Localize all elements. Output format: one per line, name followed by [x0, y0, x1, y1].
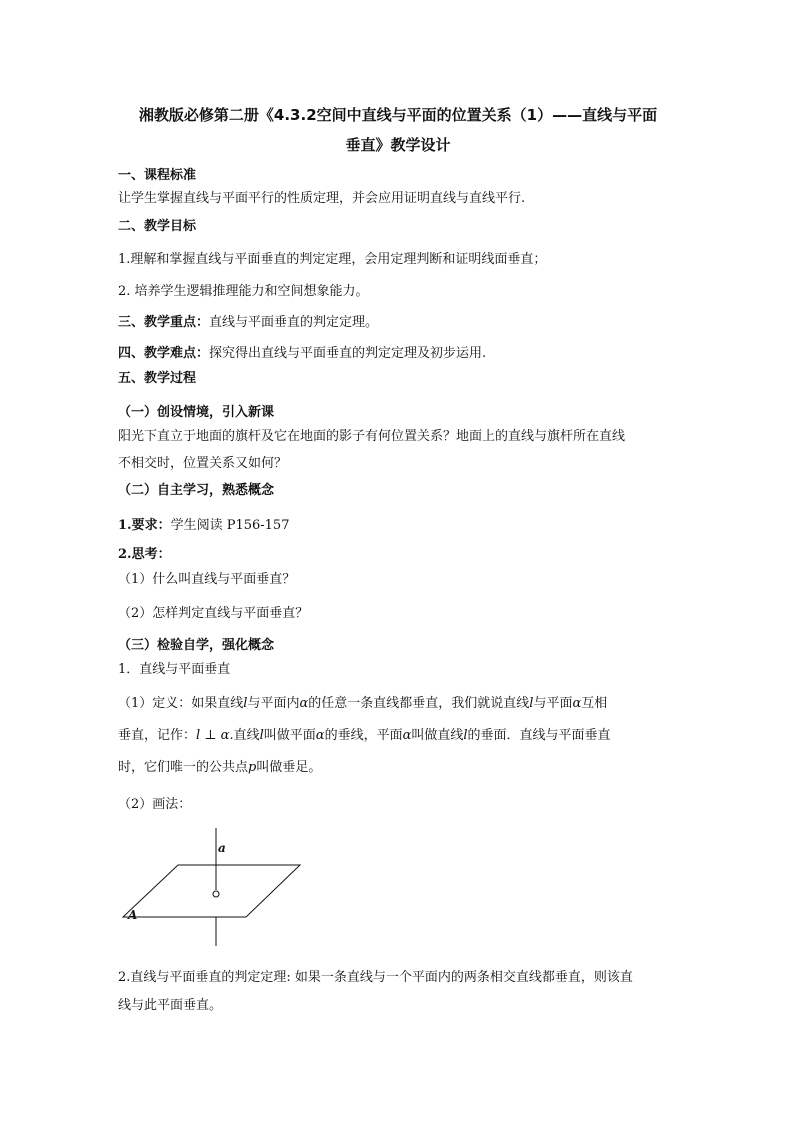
- title-line-2: 垂直》教学设计: [345, 136, 451, 154]
- subsection-1: 1．直线与平面垂直: [118, 662, 231, 677]
- section-1-text: 让学生掌握直线与平面平行的性质定理，并会应用证明直线与直线平行.: [118, 191, 526, 206]
- question-2: （2）怎样判定直线与平面垂直？: [118, 606, 309, 621]
- label-A: A: [128, 908, 138, 922]
- section-3: [118, 313, 378, 333]
- title-line-1: 湘教版必修第二册《4.3.2空间中直线与平面的位置关系（1）——直线与平面: [138, 106, 658, 124]
- definition-line-2: 垂直，记作：l ⊥ α.直线l叫做平面α的垂线，平面α叫做直线l的垂面．直线与平面垂直: [118, 728, 611, 743]
- definition-paragraph: [118, 688, 678, 784]
- part-3-heading: （三）检验自学，强化概念: [118, 638, 275, 653]
- part-1-line-2: 不相交时，位置关系又如何？: [118, 456, 288, 471]
- definition-line-3: 时，它们唯一的公共点p叫做垂足。: [118, 760, 322, 775]
- section-2-heading: 二、教学目标: [118, 219, 197, 234]
- part-2-heading: （二）自主学习，熟悉概念: [118, 483, 275, 498]
- part-1-line-1: 阳光下直立于地面的旗杆及它在地面的影子有何位置关系？地面上的直线与旗杆所在直线: [118, 429, 626, 444]
- section-4-text: 探究得出直线与平面垂直的判定定理及初步运用.: [209, 346, 487, 361]
- requirement-text: 学生阅读 P156-157: [170, 518, 290, 533]
- drawing-method-label: （2）画法：: [118, 797, 192, 812]
- requirement: [118, 516, 289, 536]
- label-a: a: [218, 841, 226, 855]
- section-3-heading: 三、教学重点：: [118, 315, 210, 330]
- part-1-heading: （一）创设情境，引入新课: [118, 405, 275, 420]
- objective-1: 1.理解和掌握直线与平面垂直的判定定理，会用定理判断和证明线面垂直；: [118, 252, 547, 267]
- requirement-label: 1.要求：: [118, 518, 171, 533]
- theorem-line-1: 2.直线与平面垂直的判定定理: 如果一条直线与一个平面内的两条相交直线都垂直，则该直: [118, 970, 633, 985]
- section-4-heading: 四、教学难点：: [118, 346, 210, 361]
- objective-2: 2. 培养学生逻辑推理能力和空间想象能力。: [118, 284, 369, 299]
- section-3-text: 直线与平面垂直的判定定理。: [209, 315, 379, 330]
- document-title: [118, 100, 678, 160]
- section-1-heading: 一、课程标准: [118, 168, 197, 183]
- perpendicular-diagram: [118, 828, 318, 950]
- think-label: 2.思考：: [118, 547, 171, 562]
- section-5-heading: 五、教学过程: [118, 371, 197, 386]
- theorem-line-2: 线与此平面垂直。: [118, 998, 223, 1013]
- question-1: （1）什么叫直线与平面垂直？: [118, 572, 296, 587]
- foot-point: [213, 891, 219, 897]
- plane-parallelogram: [123, 865, 300, 917]
- section-4: [118, 344, 486, 364]
- definition-line-1: （1）定义：如果直线l与平面内α的任意一条直线都垂直，我们就说直线l与平面α互相: [118, 696, 608, 711]
